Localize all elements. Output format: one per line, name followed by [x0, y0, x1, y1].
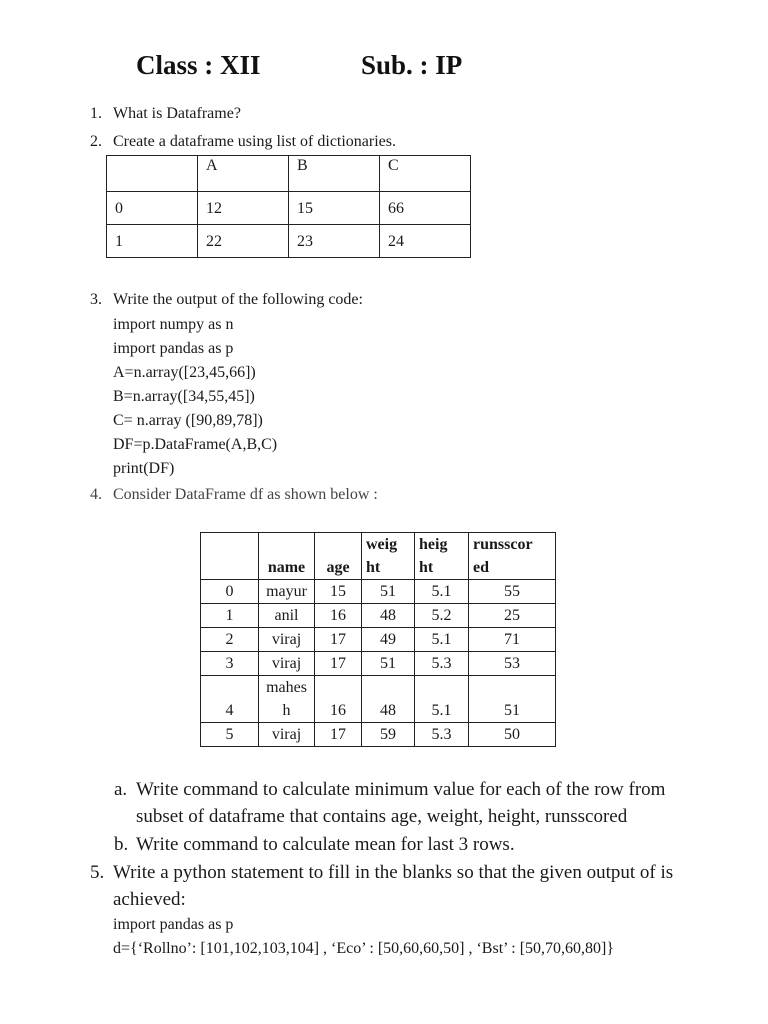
question-number: 1. [90, 105, 102, 122]
code-line: print(DF) [113, 460, 175, 477]
players-dataframe-table [200, 532, 556, 747]
question-text: Write a python statement to fill in the blanks so that the given output of is [113, 862, 674, 883]
subpart-label: b. [114, 834, 129, 855]
table-cell: 17 [315, 723, 362, 747]
table-cell: 71 [469, 628, 556, 652]
table-header-cell: name [259, 533, 315, 580]
question-number: 5. [90, 862, 105, 883]
table-cell: 25 [469, 604, 556, 628]
table-cell: 17 [315, 652, 362, 676]
dictionary-dataframe-table [106, 155, 471, 258]
question-text: achieved: [113, 889, 186, 910]
table-cell: B [289, 156, 380, 192]
table-cell: 23 [289, 225, 380, 258]
table-cell: 51 [469, 676, 556, 723]
table-cell: 5.1 [415, 580, 469, 604]
table-cell: 5.1 [415, 628, 469, 652]
table-cell: 16 [315, 604, 362, 628]
table-header-cell: age [315, 533, 362, 580]
table-cell: 5.3 [415, 652, 469, 676]
table-cell: 22 [198, 225, 289, 258]
table-row [107, 192, 471, 225]
table-cell: viraj [259, 652, 315, 676]
table-cell: viraj [259, 628, 315, 652]
code-line: import pandas as p [113, 916, 234, 933]
table-cell: 5 [201, 723, 259, 747]
table-cell [107, 156, 198, 192]
table-row [201, 723, 556, 747]
class-title: Class : XII [136, 50, 261, 80]
table-cell: 66 [380, 192, 471, 225]
code-line: d={‘Rollno’: [101,102,103,104] , ‘Eco’ : [50,60,60,50] , ‘Bst’ : [50,70,60,80]} [113, 940, 615, 957]
question-number: 2. [90, 133, 102, 150]
code-line: A=n.array([23,45,66]) [113, 364, 256, 381]
question-text: Create a dataframe using list of dictionaries. [113, 133, 397, 150]
table-cell: 5.3 [415, 723, 469, 747]
question-text: Consider DataFrame df as shown below : [113, 486, 378, 503]
table-cell: 5.2 [415, 604, 469, 628]
table-header-cell: heig ht [415, 533, 469, 580]
table-cell: viraj [259, 723, 315, 747]
table-cell: mayur [259, 580, 315, 604]
table-cell: mahes h [259, 676, 315, 723]
table-header-cell: runsscor ed [469, 533, 556, 580]
table-cell: 48 [362, 676, 415, 723]
subpart-text: Write command to calculate minimum value for each of the row from [136, 779, 666, 800]
table-cell: 51 [362, 652, 415, 676]
table-cell: 24 [380, 225, 471, 258]
table-cell: 2 [201, 628, 259, 652]
table-row [201, 628, 556, 652]
table-cell: 5.1 [415, 676, 469, 723]
table-header-row [107, 156, 471, 192]
table-row [201, 580, 556, 604]
table-cell: 59 [362, 723, 415, 747]
table-cell: 15 [289, 192, 380, 225]
table-cell: anil [259, 604, 315, 628]
table-header-row [201, 533, 556, 580]
code-line: import pandas as p [113, 340, 234, 357]
table-header-cell: weig ht [362, 533, 415, 580]
question-number: 3. [90, 291, 102, 308]
code-line: DF=p.DataFrame(A,B,C) [113, 436, 278, 453]
table-cell: 51 [362, 580, 415, 604]
table-cell: 17 [315, 628, 362, 652]
subpart-text: Write command to calculate mean for last 3 rows. [136, 834, 515, 855]
table-cell: A [198, 156, 289, 192]
table-header-cell [201, 533, 259, 580]
subpart-label: a. [114, 779, 128, 800]
code-line: C= n.array ([90,89,78]) [113, 412, 263, 429]
table-cell: 50 [469, 723, 556, 747]
table-cell: 48 [362, 604, 415, 628]
code-line: import numpy as n [113, 316, 234, 333]
table-cell: 3 [201, 652, 259, 676]
subject-title: Sub. : IP [361, 50, 463, 80]
table-row [201, 604, 556, 628]
subpart-text: subset of dataframe that contains age, weight, height, runsscored [136, 806, 628, 827]
table-cell: 16 [315, 676, 362, 723]
table-cell: 15 [315, 580, 362, 604]
table-cell: 12 [198, 192, 289, 225]
table-cell: 1 [107, 225, 198, 258]
table-cell: 55 [469, 580, 556, 604]
table-cell: C [380, 156, 471, 192]
table-cell: 49 [362, 628, 415, 652]
table-cell: 0 [201, 580, 259, 604]
table-row [107, 225, 471, 258]
table-cell: 0 [107, 192, 198, 225]
code-line: B=n.array([34,55,45]) [113, 388, 255, 405]
question-text: What is Dataframe? [113, 105, 241, 122]
table-cell: 53 [469, 652, 556, 676]
table-cell: 4 [201, 676, 259, 723]
question-number: 4. [90, 486, 102, 503]
table-cell: 1 [201, 604, 259, 628]
question-text: Write the output of the following code: [113, 291, 363, 308]
table-row [201, 652, 556, 676]
table-row [201, 676, 556, 723]
